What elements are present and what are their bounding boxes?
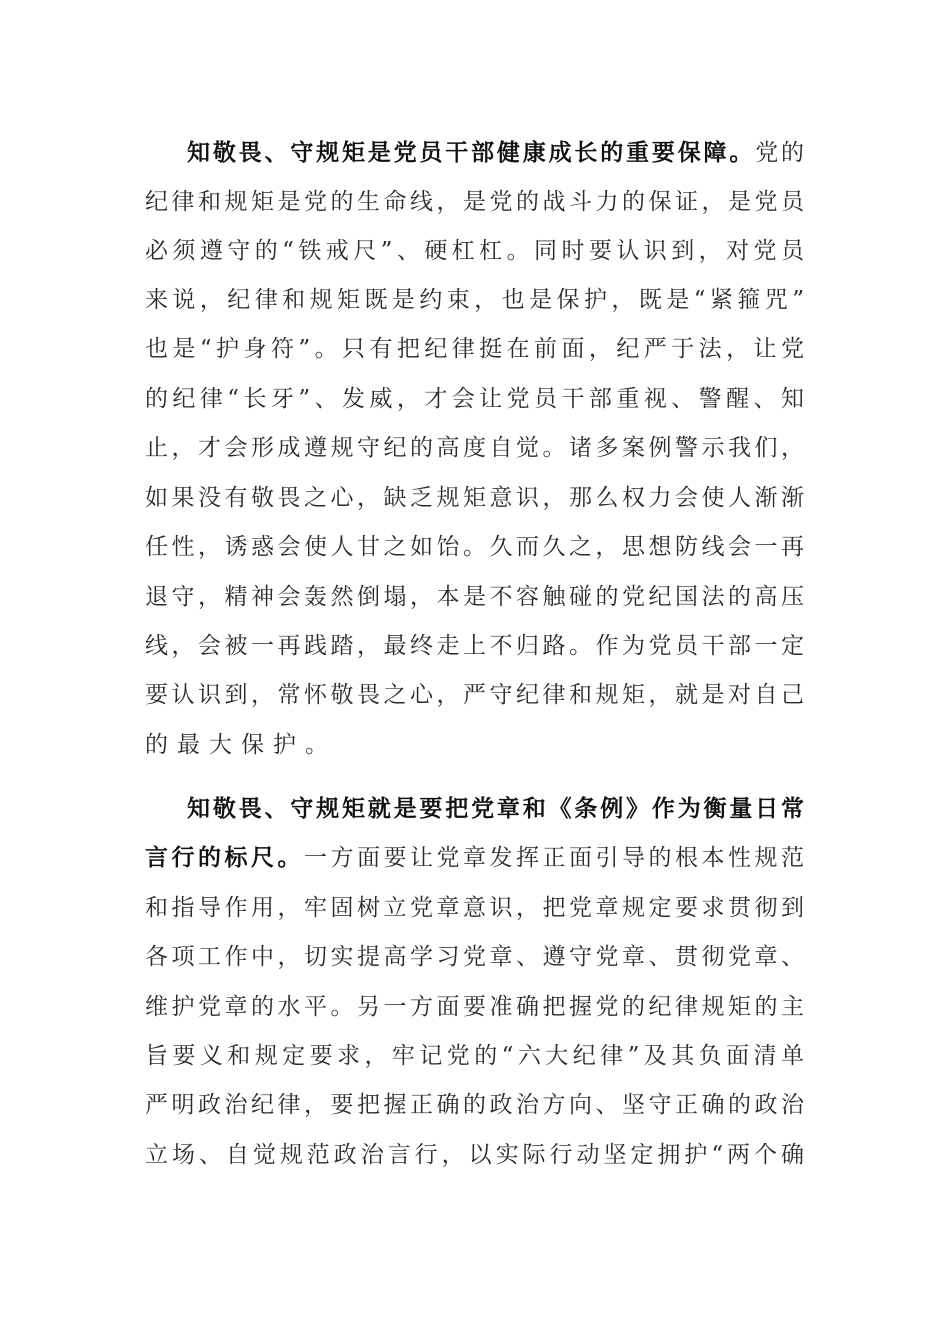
paragraph-line (145, 982, 805, 1032)
line-text: 党的 (755, 140, 806, 166)
paragraph-line (145, 1130, 805, 1180)
line-text: 的最大保护。 (145, 732, 337, 758)
paragraph-line (145, 423, 805, 473)
paragraph-line (145, 932, 805, 982)
line-text: 一方面要让党章发挥正面引导的根本性规范 (304, 845, 805, 871)
line-text: 如果没有敬畏之心，缺乏规矩意识，那么权力会使人渐渐 (145, 485, 805, 511)
paragraph-line (145, 473, 805, 523)
line-text: 也是“护身符”。只有把纪律挺在前面，纪严于法，让党 (145, 336, 805, 362)
paragraph-line (145, 324, 805, 374)
bold-lead-sentence: 知敬畏、守规矩就是要把党章和《条例》作为衡量日常 (187, 796, 805, 822)
paragraph-line (145, 275, 805, 325)
line-text: 的纪律“长牙”、发威，才会让党员干部重视、警醒、知 (145, 386, 805, 412)
paragraph-line (145, 883, 805, 933)
line-text: 止，才会形成遵规守纪的高度自觉。诸多案例警示我们， (145, 435, 805, 461)
bold-lead-sentence: 言行的标尺。 (145, 845, 304, 871)
line-text: 退守，精神会轰然倒塌，本是不容触碰的党纪国法的高压 (145, 584, 805, 610)
line-text: 旨要义和规定要求，牢记党的“六大纪律”及其负面清单 (145, 1043, 805, 1069)
line-text: 立场、自觉规范政治言行，以实际行动坚定拥护“两个确 (145, 1142, 805, 1168)
paragraph-line (145, 621, 805, 671)
line-text: 和指导作用，牢固树立党章意识，把党章规定要求贯彻到 (145, 895, 805, 921)
bold-lead-sentence: 知敬畏、守规矩是党员干部健康成长的重要保障。 (187, 140, 756, 166)
paragraph-line (145, 670, 805, 720)
paragraph-line (145, 572, 805, 622)
line-text: 要认识到，常怀敬畏之心，严守纪律和规矩，就是对自己 (145, 682, 805, 708)
paragraph-line (145, 226, 805, 276)
line-text: 任性，诱惑会使人甘之如饴。久而久之，思想防线会一再 (145, 534, 805, 560)
line-text: 线，会被一再践踏，最终走上不归路。作为党员干部一定 (145, 633, 805, 659)
paragraph-line (187, 784, 805, 834)
paragraph-line (187, 128, 805, 178)
paragraph-line (145, 177, 805, 227)
line-text: 必须遵守的“铁戒尺”、硬杠杠。同时要认识到，对党员 (145, 238, 805, 264)
line-text: 来说，纪律和规矩既是约束，也是保护，既是“紧箍咒” (145, 287, 805, 313)
line-text: 纪律和规矩是党的生命线，是党的战斗力的保证，是党员 (145, 189, 805, 215)
paragraph-line (145, 720, 805, 770)
line-text: 严明政治纪律，要把握正确的政治方向、坚守正确的政治 (145, 1092, 805, 1118)
line-text: 各项工作中，切实提高学习党章、遵守党章、贯彻党章、 (145, 944, 805, 970)
paragraph-line (145, 522, 805, 572)
paragraph-line (145, 833, 805, 883)
line-text: 维护党章的水平。另一方面要准确把握党的纪律规矩的主 (145, 994, 805, 1020)
paragraph-line (145, 1031, 805, 1081)
paragraph-line (145, 374, 805, 424)
paragraph-line (145, 1080, 805, 1130)
